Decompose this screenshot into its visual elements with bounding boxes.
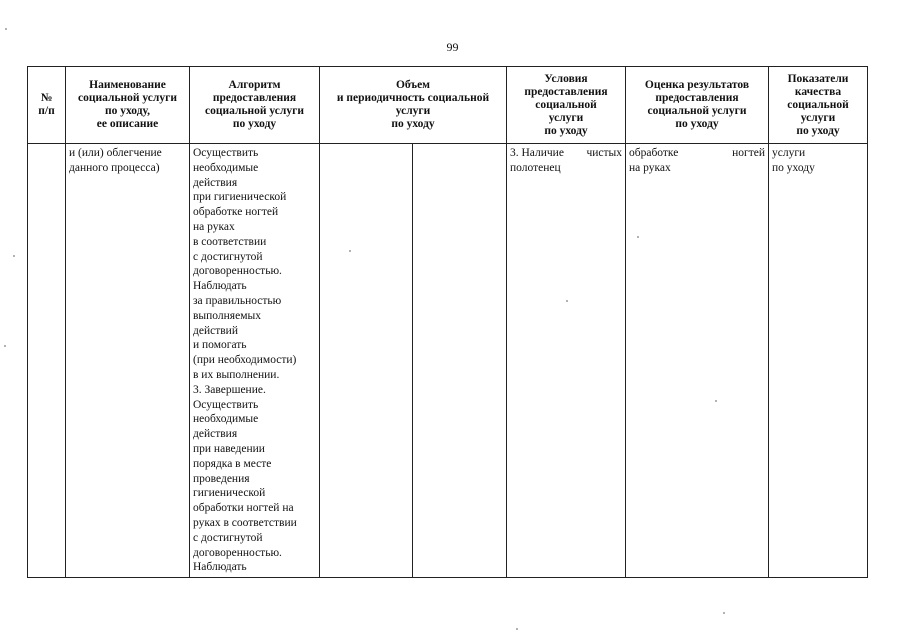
scan-speck (5, 28, 7, 30)
scan-speck (349, 250, 351, 252)
conditions-first-line (510, 146, 622, 161)
conditions-text-line2: полотенец (510, 161, 561, 174)
table-header-row (28, 67, 868, 144)
page-number: 99 (446, 40, 459, 54)
header-evaluation: Оценка результатов предоставления социальной услуги по уходу (626, 67, 769, 144)
cell-volume-a (320, 144, 413, 578)
conditions-text-left: 3. Наличие (510, 147, 564, 159)
scan-speck (566, 300, 568, 302)
scan-speck (715, 400, 717, 402)
cell-conditions (507, 144, 626, 578)
header-quality-indicators: Показатели качества социальной услуги по уходу (769, 67, 868, 144)
cell-algorithm: Осуществить необходимые действия при гигиенической обработке ногтей на руках в соответствии с достигнутой договоренностью. Наблюдать за правильностью выполняемых действий и помогать (при необходимости) в их выполнении. 3. Завершение. Осуществить необходимые действия при наведении порядка в месте проведения гигиенической обработки ногтей на руках в соответствии с достигнутой договоренностью. Наблюдать (190, 144, 320, 578)
scan-speck (723, 612, 725, 614)
scan-speck (4, 345, 6, 347)
cell-volume-b (413, 144, 507, 578)
scan-speck (516, 628, 518, 630)
cell-number (28, 144, 66, 578)
header-service-name: Наименование социальной услуги по уходу, ее описание (66, 67, 190, 144)
header-algorithm: Алгоритм предоставления социальной услуги по уходу (190, 67, 320, 144)
evaluation-first-line (629, 146, 765, 161)
cell-quality: услуги по уходу (769, 144, 868, 578)
scan-speck (13, 255, 15, 257)
header-number: № п/п (28, 67, 66, 144)
scan-speck (637, 236, 639, 238)
header-conditions: Условия предоставления социальной услуги по уходу (507, 67, 626, 144)
evaluation-text-right: ногтей (732, 147, 765, 159)
conditions-text-right: чистых (586, 147, 622, 159)
evaluation-text-left: обработке (629, 147, 679, 159)
social-services-table (27, 66, 868, 578)
evaluation-text-line2: на руках (629, 161, 671, 174)
header-volume-periodicity: Объем и периодичность социальной услуги по уходу (320, 67, 507, 144)
table-row (28, 144, 868, 578)
cell-service-name: и (или) облегчение данного процесса) (66, 144, 190, 578)
cell-evaluation (626, 144, 769, 578)
